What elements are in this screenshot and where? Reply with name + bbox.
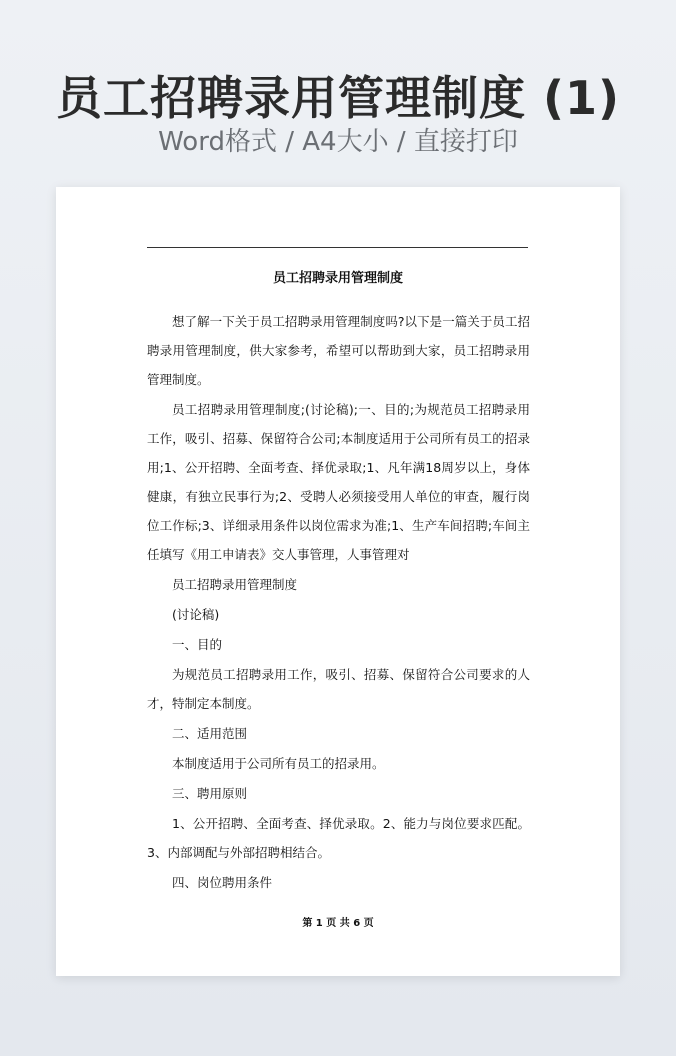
paragraph: (讨论稿) xyxy=(172,607,220,622)
paragraph: 员工招聘录用管理制度;(讨论稿);一、目的;为规范员工招聘录用工作，吸引、招募、保留符合公司;本制度适用于公司所有员工的招录用;1、公开招聘、全面考查、择优录取;1、凡年满18周岁以上，身体健康，有独立民事行为;2、受聘人必须接受用人单位的审查，履行岗位工作标;3、详细录用条件以岗位需求为准;1、生产车间招聘;车间主任填写《用工申请表》交人事管理，人事管理对 xyxy=(147,402,530,562)
paragraph: 员工招聘录用管理制度 xyxy=(172,577,298,592)
header-rule xyxy=(147,247,528,248)
section-heading: 一、目的 xyxy=(172,637,223,652)
paragraph: 1、公开招聘、全面考查、择优录取。2、能力与岗位要求匹配。3、内部调配与外部招聘相结合。 xyxy=(147,816,530,860)
page-header-title: 员工招聘录用管理制度 (1) xyxy=(55,71,621,125)
document-title: 员工招聘录用管理制度 xyxy=(272,271,403,286)
page-header-subtitle: Word格式 / A4大小 / 直接打印 xyxy=(158,127,518,157)
document-body xyxy=(147,307,530,898)
page-footer: 第 1 页 共 6 页 xyxy=(302,918,374,929)
section-heading: 二、适用范围 xyxy=(172,726,248,741)
section-heading: 四、岗位聘用条件 xyxy=(172,875,273,890)
document-page xyxy=(56,187,620,976)
paragraph: 为规范员工招聘录用工作，吸引、招募、保留符合公司要求的人才，特制定本制度。 xyxy=(147,667,530,711)
section-heading: 三、聘用原则 xyxy=(172,786,248,801)
paragraph: 本制度适用于公司所有员工的招录用。 xyxy=(172,756,385,771)
paragraph: 想了解一下关于员工招聘录用管理制度吗?以下是一篇关于员工招聘录用管理制度，供大家参考，希望可以帮助到大家，员工招聘录用管理制度。 xyxy=(147,314,530,387)
